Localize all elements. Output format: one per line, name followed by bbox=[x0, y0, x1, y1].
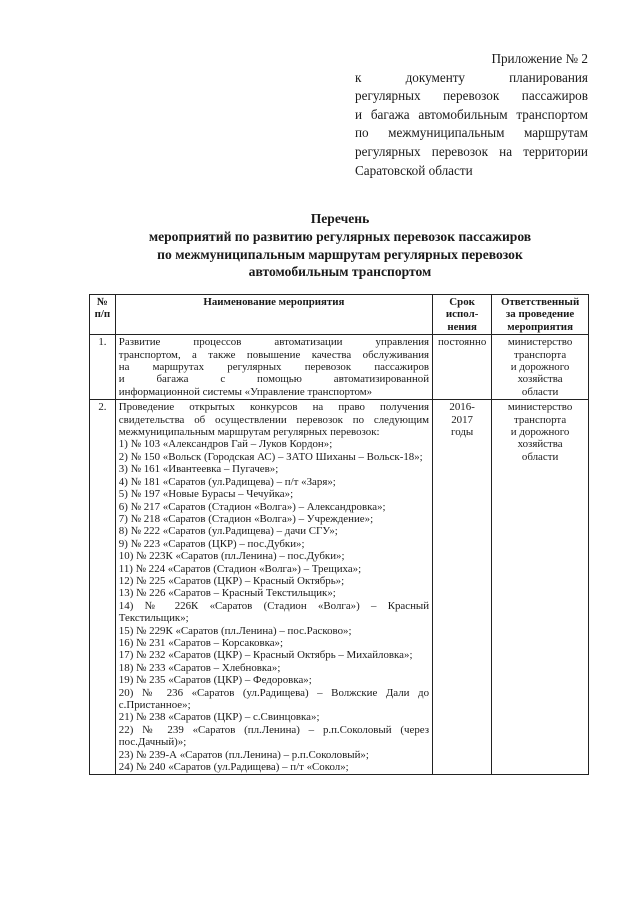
description-line: транспортом, а также повышение качества обслуживания bbox=[118, 348, 430, 361]
responsible-line: хозяйства bbox=[517, 373, 563, 386]
route-item: 3) № 161 «Ивантеевка – Пугачев»; bbox=[118, 463, 279, 476]
description-line: на маршрутах регулярных перевозок пассажиров bbox=[118, 361, 430, 374]
table-row bbox=[90, 400, 589, 775]
table-row bbox=[90, 335, 589, 400]
header-term bbox=[433, 295, 492, 335]
appendix-line: и багажа автомобильным транспортом bbox=[355, 106, 588, 122]
term-line: годы bbox=[451, 426, 474, 439]
header-text: испол- bbox=[445, 308, 479, 321]
row-responsible bbox=[492, 400, 589, 775]
route-item: 16) № 231 «Саратов – Корсаковка»; bbox=[118, 636, 284, 649]
responsible-line: области bbox=[521, 450, 559, 463]
route-item: 24) № 240 «Саратов (ул.Радищева) – п/т «Сокол»; bbox=[118, 761, 349, 774]
term-line: 2017 bbox=[451, 413, 473, 426]
header-text: мероприятия bbox=[507, 320, 573, 333]
responsible-line: области bbox=[521, 385, 559, 398]
measures-table bbox=[89, 294, 589, 775]
route-item: 8) № 222 «Саратов (ул.Радищева) – дачи СГУ»; bbox=[118, 525, 338, 538]
header-text: п/п bbox=[94, 308, 111, 321]
route-item: 7) № 218 «Саратов (Стадион «Волга») – Учреждение»; bbox=[118, 512, 374, 525]
term-line: 2016- bbox=[449, 401, 475, 414]
description-line: и багажа с помощью автоматизированной bbox=[118, 373, 430, 386]
route-item: 10) № 223К «Саратов (пл.Ленина) – пос.Дубки»; bbox=[118, 550, 345, 563]
appendix-block bbox=[355, 50, 588, 180]
route-item: 14) № 226К «Саратов (Стадион «Волга») – Красный Текстильщик»; bbox=[118, 599, 430, 625]
appendix-title: Приложение № 2 bbox=[491, 51, 588, 66]
row-number: 2. bbox=[90, 400, 116, 775]
route-item: 12) № 225 «Саратов (ЦКР) – Красный Октябрь»; bbox=[118, 574, 345, 587]
row-term: постоянно bbox=[433, 335, 492, 400]
document-heading bbox=[80, 210, 600, 281]
description-intro: Проведение открытых конкурсов на право получения свидетельства об осуществлении перевозок по следующим межмуниципальным маршрутам регулярных перевозок: bbox=[118, 401, 430, 439]
heading-line: Перечень bbox=[310, 211, 370, 226]
header-responsible bbox=[492, 295, 589, 335]
header-text: Срок bbox=[449, 296, 475, 308]
responsible-line: и дорожного bbox=[510, 426, 570, 439]
route-item: 15) № 229К «Саратов (пл.Ленина) – пос.Расково»; bbox=[118, 624, 352, 637]
route-item: 1) № 103 «Александров Гай – Луков Кордон»; bbox=[118, 438, 333, 451]
row-description bbox=[115, 400, 432, 775]
route-item: 19) № 235 «Саратов (ЦКР) – Федоровка»; bbox=[118, 674, 312, 687]
responsible-line: министерство bbox=[507, 336, 573, 349]
responsible-line: транспорта bbox=[514, 348, 567, 361]
appendix-line: регулярных перевозок на территории bbox=[355, 143, 588, 159]
row-responsible bbox=[492, 335, 589, 400]
responsible-line: и дорожного bbox=[510, 361, 570, 374]
table-header-row bbox=[90, 295, 589, 335]
route-item: 20) № 236 «Саратов (ул.Радищева) – Волжские Дали до с.Пристанное»; bbox=[118, 686, 430, 711]
header-text: № bbox=[96, 296, 108, 308]
header-name: Наименование мероприятия bbox=[115, 295, 432, 335]
route-item: 4) № 181 «Саратов (ул.Радищева) – п/т «Заря»; bbox=[118, 475, 336, 488]
route-item: 23) № 239-А «Саратов (пл.Ленина) – р.п.Соколовый»; bbox=[118, 748, 369, 761]
route-item: 22) № 239 «Саратов (пл.Ленина) – р.п.Соколовый (через пос.Дачный)»; bbox=[118, 723, 430, 749]
row-description bbox=[115, 335, 432, 400]
appendix-line: регулярных перевозок пассажиров bbox=[355, 88, 588, 104]
row-term bbox=[433, 400, 492, 775]
description-line: Развитие процессов автоматизации управления bbox=[118, 336, 430, 349]
row-number: 1. bbox=[90, 335, 116, 400]
route-item: 2) № 150 «Вольск (Городская АС) – ЗАТО Шиханы – Вольск-18»; bbox=[118, 450, 423, 463]
route-item: 9) № 223 «Саратов (ЦКР) – пос.Дубки»; bbox=[118, 537, 305, 550]
header-text: нения bbox=[447, 320, 477, 333]
header-text: за проведение bbox=[505, 308, 575, 321]
responsible-line: хозяйства bbox=[517, 438, 563, 451]
heading-line: по межмуниципальным маршрутам регулярных перевозок bbox=[157, 246, 523, 262]
route-item: 13) № 226 «Саратов – Красный Текстильщик»; bbox=[118, 587, 336, 600]
route-item: 18) № 233 «Саратов – Хлебновка»; bbox=[118, 661, 281, 674]
route-item: 17) № 232 «Саратов (ЦКР) – Красный Октябрь – Михайловка»; bbox=[118, 649, 413, 662]
responsible-line: министерство bbox=[507, 401, 573, 414]
header-text: Ответственный bbox=[500, 296, 580, 308]
responsible-line: транспорта bbox=[514, 413, 567, 426]
heading-line: автомобильным транспортом bbox=[248, 264, 432, 280]
appendix-line: по межмуниципальным маршрутам bbox=[355, 125, 588, 141]
description-line: информационной системы «Управление транспортом» bbox=[118, 385, 373, 398]
route-item: 21) № 238 «Саратов (ЦКР) – с.Свинцовка»; bbox=[118, 711, 320, 724]
route-item: 6) № 217 «Саратов (Стадион «Волга») – Александровка»; bbox=[118, 500, 386, 513]
header-number bbox=[90, 295, 116, 335]
route-item: 5) № 197 «Новые Бурасы – Чечуйка»; bbox=[118, 488, 294, 501]
route-item: 11) № 224 «Саратов (Стадион «Волга») – Трещиха»; bbox=[118, 562, 362, 575]
appendix-line: к документу планирования bbox=[355, 69, 588, 85]
heading-line: мероприятий по развитию регулярных перевозок пассажиров bbox=[148, 228, 532, 244]
appendix-line: Саратовской области bbox=[355, 162, 473, 178]
